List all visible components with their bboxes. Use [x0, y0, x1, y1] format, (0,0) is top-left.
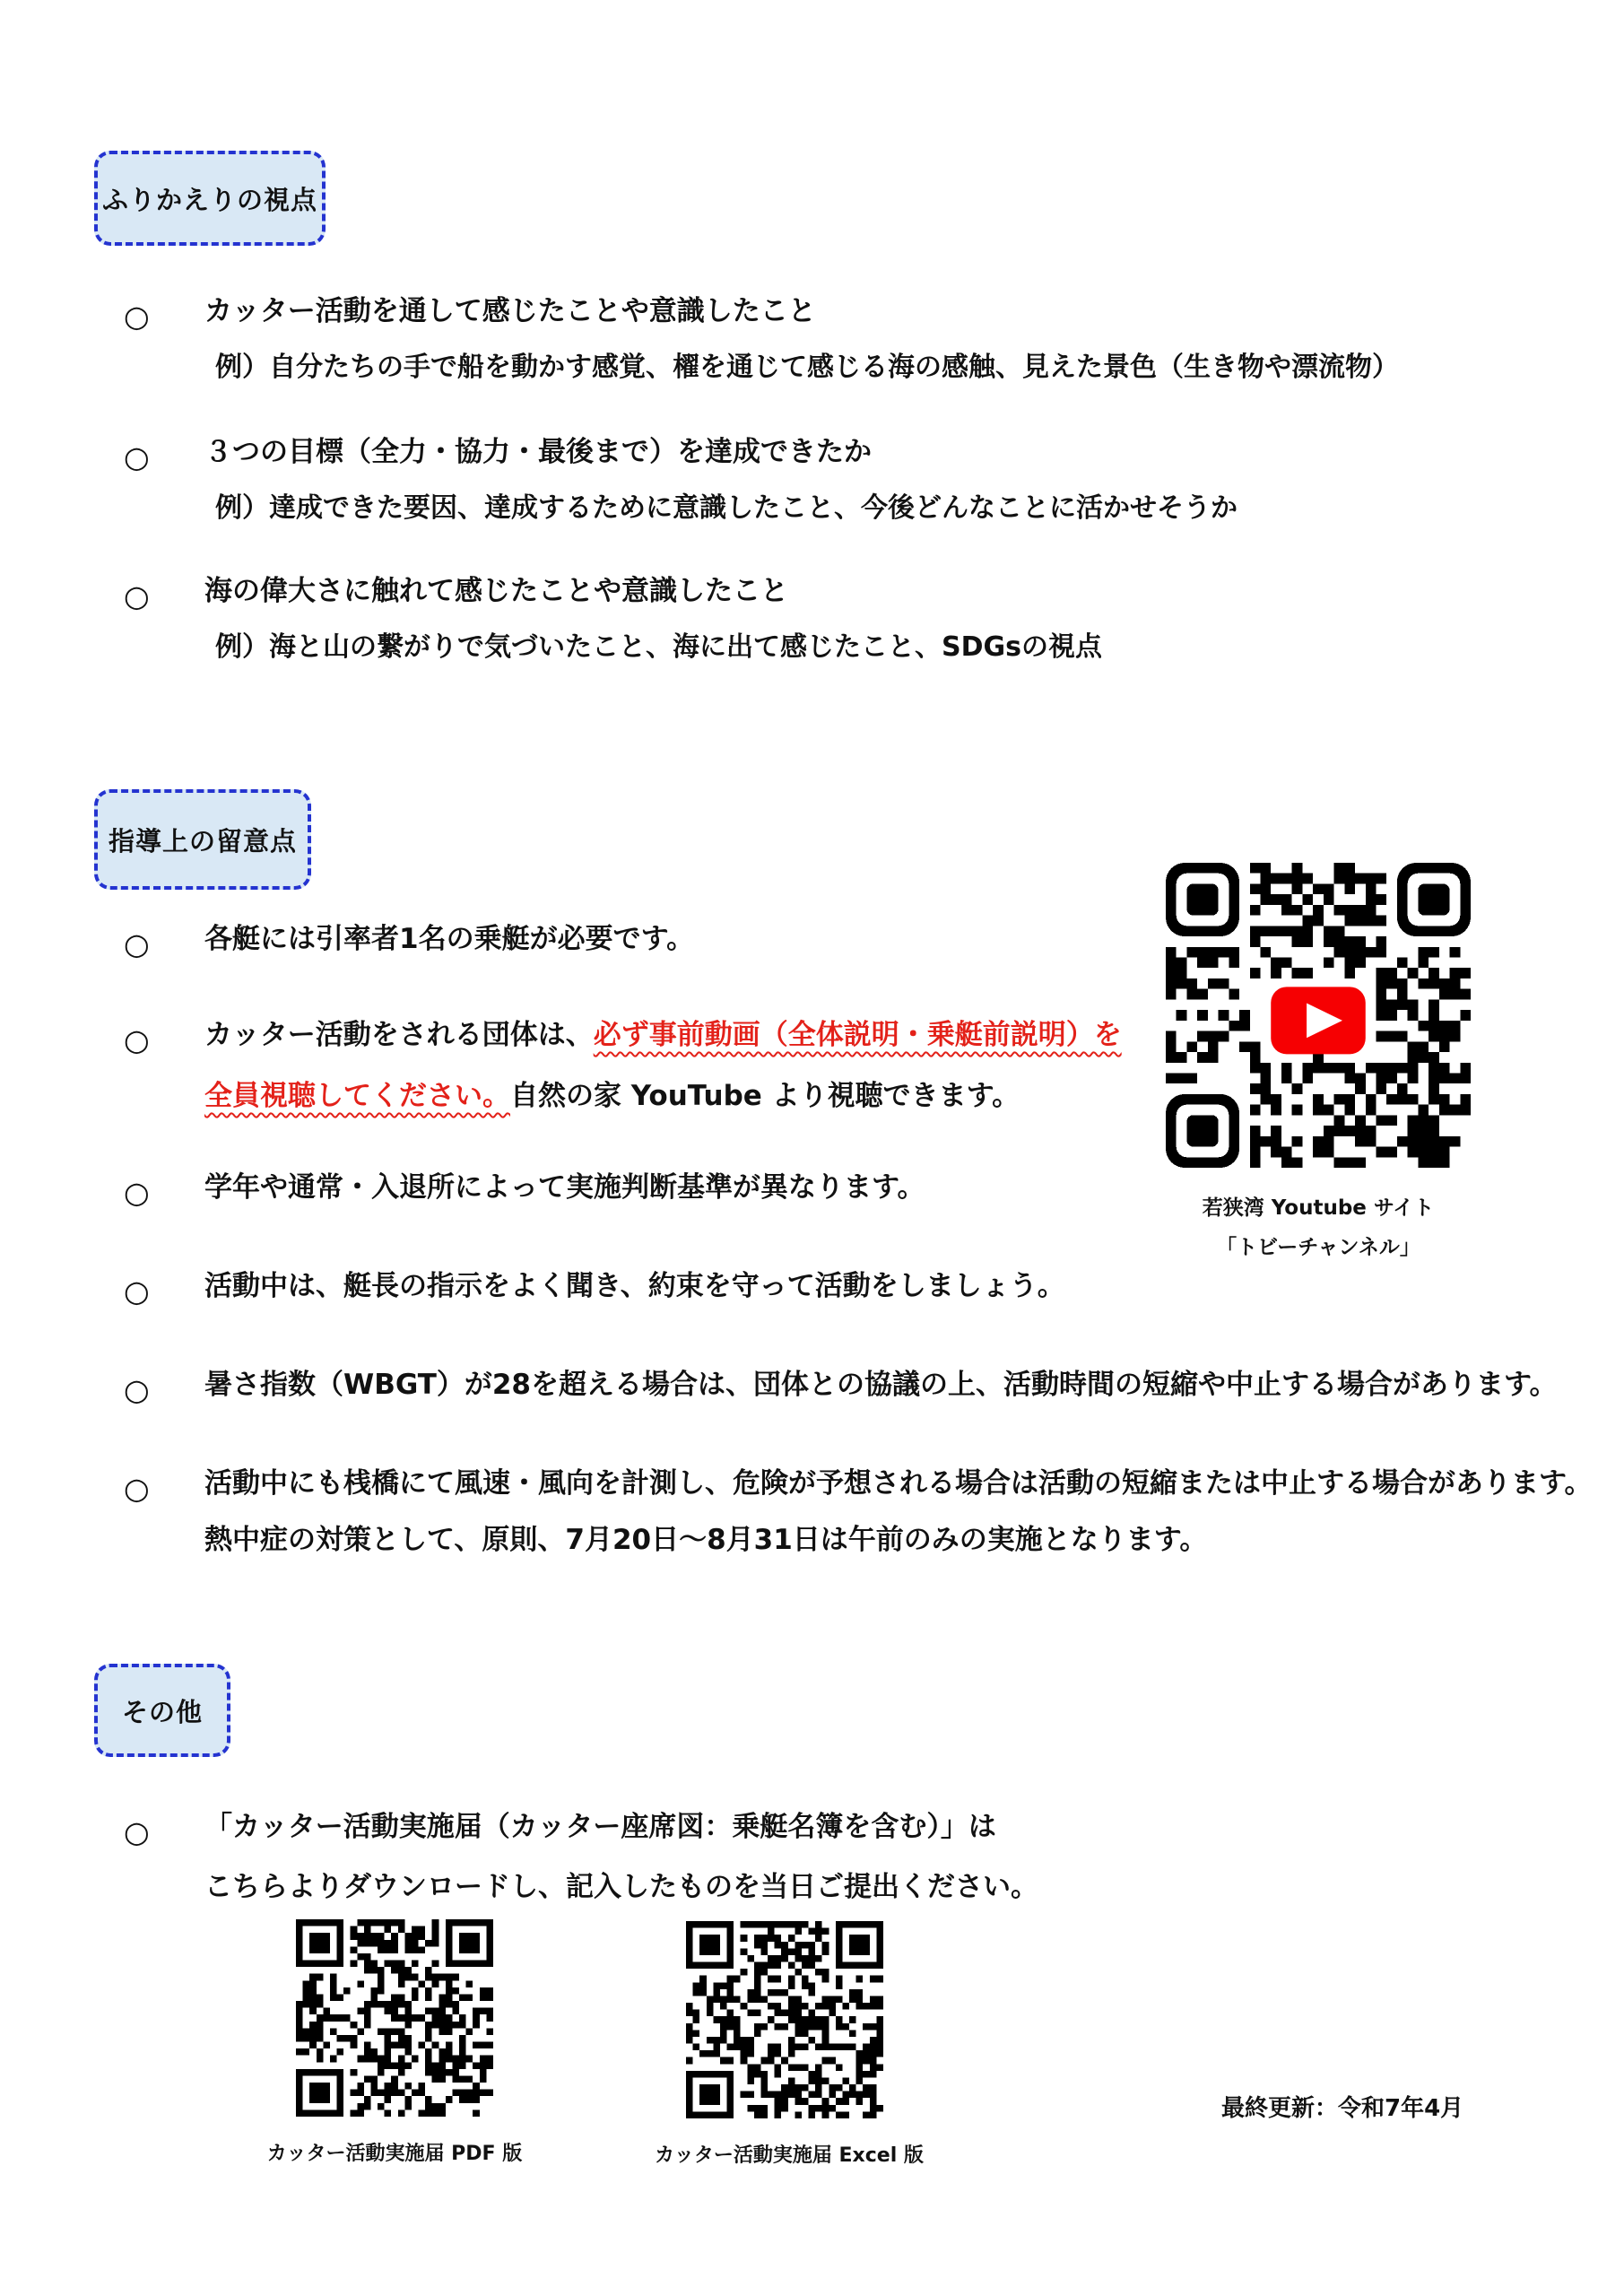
- reflection-example-2: 例）達成できた要因、達成するために意識したこと、今後どんなことに活かせそうか: [215, 492, 1238, 524]
- reflection-example-1: 例）自分たちの手で船を動かす感覚、櫂を通じて感じる海の感触、見えた景色（生き物や漂流物）: [215, 352, 1399, 383]
- guidance-bullet-5: 暑さ指数（WBGT）が28を超える場合は、団体との協議の上、活動時間の短縮や中止する場合があります。: [204, 1369, 1558, 1401]
- bullet-marker-icon: ○: [124, 439, 150, 474]
- bullet-marker-icon: ○: [124, 1471, 150, 1506]
- bullet-marker-icon: ○: [124, 578, 150, 613]
- qr-caption-pdf: カッター活動実施届 PDF 版: [266, 2143, 523, 2165]
- reflection-bullet-2: ３つの目標（全力・協力・最後まで）を達成できたか: [204, 436, 872, 468]
- guidance-bullet-2-black-1: カッター活動をされる団体は、: [204, 1019, 594, 1051]
- section-title-guidance-label: 指導上の留意点: [108, 825, 297, 857]
- guidance-bullet-2-line-2: [204, 1081, 1020, 1113]
- guidance-bullet-2-black-2: 自然の家 YouTube より視聴できます。: [510, 1080, 1020, 1112]
- qr-caption-youtube-line-1: 若狭湾 Youtube サイト: [1202, 1196, 1435, 1220]
- last-updated-label: 最終更新：令和7年4月: [1221, 2095, 1464, 2122]
- reflection-example-3: 例）海と山の繋がりで気づいたこと、海に出て感じたこと、SDGsの視点: [215, 631, 1102, 663]
- section-title-guidance: [94, 789, 311, 890]
- qr-code-youtube: [1166, 863, 1471, 1168]
- qr-caption-youtube-line-2: 「トビーチャンネル」: [1216, 1236, 1420, 1259]
- section-title-reflection: [94, 151, 326, 246]
- section-title-reflection-label: ふりかえりの視点: [101, 184, 317, 215]
- guidance-bullet-2-line-1: [204, 1020, 1122, 1052]
- reflection-bullet-3: 海の偉大さに触れて感じたことや意識したこと: [204, 575, 788, 607]
- guidance-bullet-2-red-2: 全員視聴してください。: [204, 1080, 510, 1112]
- other-bullet-line-2: こちらよりダウンロードし、記入したものを当日ご提出ください。: [204, 1871, 1038, 1903]
- bullet-marker-icon: ○: [124, 1022, 150, 1057]
- guidance-bullet-1: 各艇には引率者1名の乗艇が必要です。: [204, 923, 695, 955]
- section-title-other-label: その他: [121, 1696, 203, 1727]
- qr-code-excel: [686, 1921, 883, 2118]
- bullet-marker-icon: ○: [124, 1814, 150, 1849]
- guidance-bullet-4: 活動中は、艇長の指示をよく聞き、約束を守って活動をしましょう。: [204, 1270, 1065, 1302]
- qr-caption-excel: カッター活動実施届 Excel 版: [655, 2144, 924, 2167]
- section-title-other: [94, 1664, 230, 1757]
- bullet-marker-icon: ○: [124, 1274, 150, 1309]
- youtube-play-icon: [1271, 987, 1366, 1054]
- bullet-marker-icon: ○: [124, 1175, 150, 1210]
- bullet-marker-icon: ○: [124, 1372, 150, 1407]
- guidance-bullet-6-line-1: 活動中にも桟橋にて風速・風向を計測し、危険が予想される場合は活動の短縮または中止する場合があります。: [204, 1467, 1593, 1500]
- bullet-marker-icon: ○: [124, 926, 150, 961]
- guidance-bullet-3: 学年や通常・入退所によって実施判断基準が異なります。: [204, 1171, 925, 1204]
- reflection-bullet-1: カッター活動を通して感じたことや意識したこと: [204, 295, 816, 327]
- bullet-marker-icon: ○: [124, 299, 150, 334]
- other-bullet-line-1: 「カッター活動実施届（カッター座席図：乗艇名簿を含む）」は: [204, 1811, 996, 1843]
- guidance-bullet-2-red-1: 必ず事前動画（全体説明・乗艇前説明）を: [593, 1019, 1122, 1051]
- guidance-bullet-6-line-2: 熱中症の対策として、原則、7月20日～8月31日は午前のみの実施となります。: [204, 1524, 1208, 1556]
- qr-code-pdf: [296, 1919, 493, 2117]
